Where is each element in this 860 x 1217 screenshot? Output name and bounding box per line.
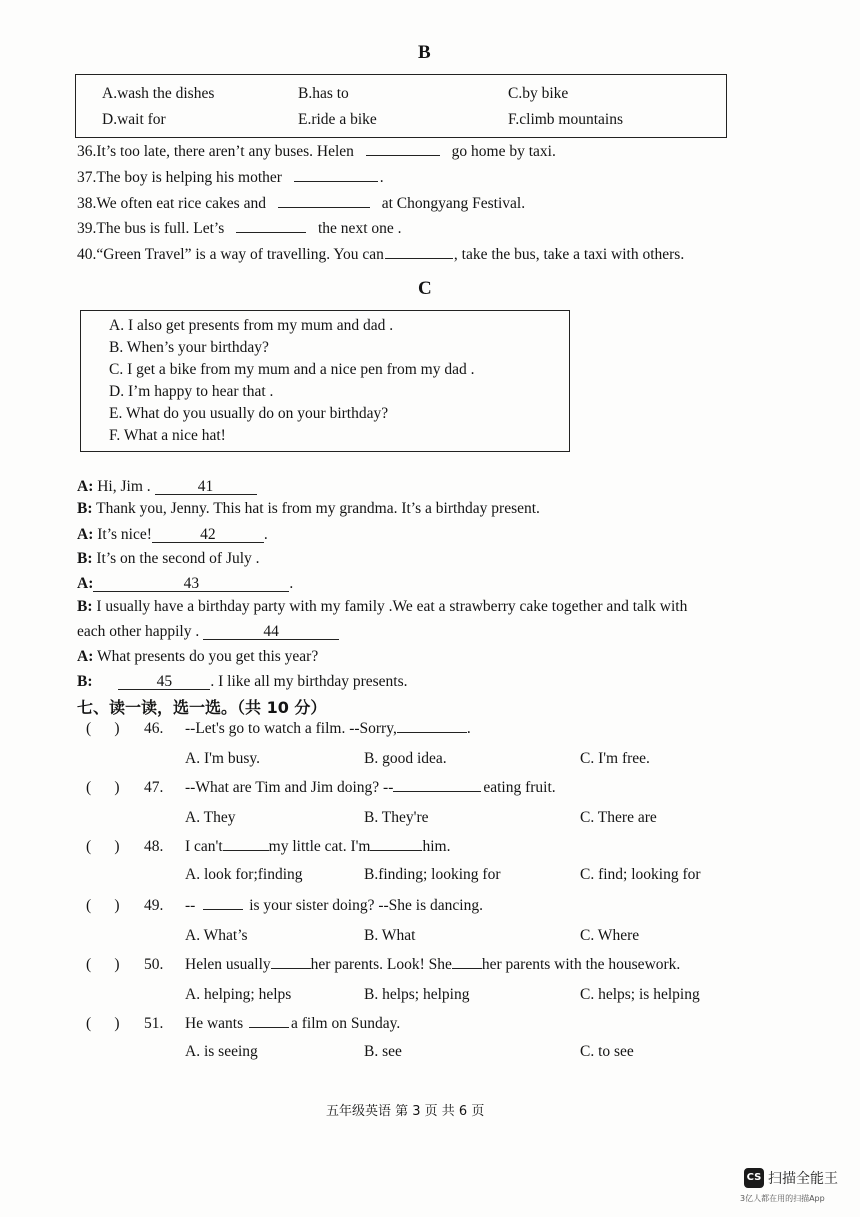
stem-blank <box>452 967 482 969</box>
answer-blank-40[interactable] <box>385 257 453 259</box>
option-c-b: B. When’s your birthday? <box>109 339 269 356</box>
choice-b[interactable]: B. They're <box>364 809 429 826</box>
dialogue-text: It’s on the second of July . <box>96 550 260 567</box>
option-c-f: F. What a nice hat! <box>109 427 226 444</box>
choice-b[interactable]: B. What <box>364 927 416 944</box>
dialogue-line-9 <box>77 673 408 691</box>
answer-paren-48[interactable]: ( ) <box>86 838 120 855</box>
dialogue-line-8 <box>77 648 318 666</box>
question-stem-text: --Let's go to watch a film. --Sorry, <box>185 720 397 737</box>
question-49-stem <box>185 897 483 915</box>
speaker-label: B: <box>77 550 93 567</box>
question-40-tail: , take the bus, take a taxi with others. <box>453 246 685 263</box>
question-40 <box>77 246 684 264</box>
option-c-a: A. I also get presents from my mum and dad . <box>109 317 394 334</box>
section-7-heading: 七、读一读，选一选。（共 10 分） <box>77 698 327 717</box>
choice-c[interactable]: C. Where <box>580 927 640 944</box>
question-stem-text: -- <box>185 897 196 914</box>
question-36 <box>77 143 556 161</box>
choice-a[interactable]: A. What’s <box>185 927 248 944</box>
answer-blank-39[interactable] <box>236 231 306 233</box>
question-number: 50. <box>144 956 164 973</box>
section-c-title: C <box>418 278 432 299</box>
stem-blank <box>393 790 481 792</box>
question-stem-mid: my little cat. I'm <box>268 838 371 855</box>
camscanner-tagline: 3亿人都在用的扫描App <box>740 1194 825 1203</box>
option-f: F.climb mountains <box>508 111 624 128</box>
section-c-options-box <box>80 310 570 452</box>
dialogue-line-4 <box>77 550 260 568</box>
question-37-tail: . <box>379 169 384 186</box>
question-39-text: 39.The bus is full. Let’s <box>77 220 225 237</box>
stem-blank <box>271 967 311 969</box>
choice-b[interactable]: B. good idea. <box>364 750 447 767</box>
question-51-stem <box>185 1015 400 1033</box>
choice-c[interactable]: C. helps; is helping <box>580 986 700 1003</box>
answer-blank-37[interactable] <box>294 180 378 182</box>
answer-blank-42[interactable]: 42 <box>152 527 264 543</box>
question-stem-tail: eating fruit. <box>483 779 556 796</box>
question-number: 49. <box>144 897 164 914</box>
question-stem-tail: her parents with the housework. <box>481 956 681 973</box>
choice-a[interactable]: A. is seeing <box>185 1043 258 1060</box>
question-stem-text: I can't <box>185 838 223 855</box>
question-stem-text: Helen usually <box>185 956 271 973</box>
speaker-label: A: <box>77 526 94 543</box>
question-37 <box>77 169 384 187</box>
question-number: 48. <box>144 838 164 855</box>
question-38 <box>77 195 525 213</box>
stem-blank <box>397 731 467 733</box>
question-47-stem <box>185 779 556 797</box>
question-stem-text: --What are Tim and Jim doing? -- <box>185 779 394 796</box>
question-stem-mid: her parents. Look! She <box>310 956 452 973</box>
question-50-stem <box>185 956 680 974</box>
choice-c[interactable]: C. I'm free. <box>580 750 650 767</box>
stem-blank <box>203 908 243 910</box>
stem-blank <box>223 849 269 851</box>
answer-paren-47[interactable]: ( ) <box>86 779 120 796</box>
dialogue-text: Hi, Jim . <box>97 478 151 495</box>
question-48-stem <box>185 838 450 856</box>
dialogue-line-5 <box>77 575 293 593</box>
question-46-stem <box>185 720 471 738</box>
answer-blank-41[interactable]: 41 <box>155 479 257 495</box>
option-c-d: D. I’m happy to hear that . <box>109 383 274 400</box>
question-stem-tail: a film on Sunday. <box>291 1015 401 1032</box>
answer-paren-46[interactable]: ( ) <box>86 720 120 737</box>
question-number: 46. <box>144 720 164 737</box>
dialogue-line-6 <box>77 598 687 616</box>
question-stem-tail: is your sister doing? --She is dancing. <box>249 897 483 914</box>
option-c: C.by bike <box>508 85 569 102</box>
camscanner-logo-icon: CS <box>744 1168 764 1188</box>
dialogue-line-1 <box>77 478 257 496</box>
choice-b[interactable]: B. helps; helping <box>364 986 470 1003</box>
speaker-label: B: <box>77 673 93 690</box>
page-footer: 五年级英语 第 3 页 共 6 页 <box>326 1104 485 1119</box>
question-40-text: 40.“Green Travel” is a way of travelling. You can <box>77 246 384 263</box>
stem-blank <box>249 1026 289 1028</box>
choice-a[interactable]: A. They <box>185 809 236 826</box>
camscanner-name: 扫描全能王 <box>768 1171 838 1187</box>
answer-blank-43[interactable]: 43 <box>93 576 289 592</box>
speaker-label: A: <box>77 575 94 592</box>
answer-blank-38[interactable] <box>278 206 370 208</box>
question-36-text: 36.It’s too late, there aren’t any buses. Helen <box>77 143 354 160</box>
question-stem-text: He wants <box>185 1015 244 1032</box>
section-b-title: B <box>418 42 431 63</box>
option-d: D.wait for <box>102 111 166 128</box>
choice-c[interactable]: C. to see <box>580 1043 634 1060</box>
speaker-label: B: <box>77 598 93 615</box>
question-38-text: 38.We often eat rice cakes and <box>77 195 266 212</box>
answer-blank-36[interactable] <box>366 154 440 156</box>
dialogue-line-3 <box>77 526 268 544</box>
answer-paren-50[interactable]: ( ) <box>86 956 120 973</box>
question-stem-tail: . <box>466 720 471 737</box>
question-38-tail: at Chongyang Festival. <box>381 195 526 212</box>
option-c-e: E. What do you usually do on your birthday? <box>109 405 389 422</box>
question-36-tail: go home by taxi. <box>451 143 556 160</box>
option-e: E.ride a bike <box>298 111 377 128</box>
choice-b[interactable]: B.finding; looking for <box>364 866 501 883</box>
dialogue-tail: . <box>263 526 268 543</box>
speaker-label: B: <box>77 500 93 517</box>
answer-blank-44[interactable]: 44 <box>203 624 339 640</box>
question-39 <box>77 220 402 238</box>
question-stem-tail: him. <box>422 838 451 855</box>
dialogue-tail: . <box>289 575 294 592</box>
stem-blank <box>370 849 422 851</box>
question-number: 51. <box>144 1015 164 1032</box>
section-b-options-box <box>75 74 727 138</box>
answer-paren-51[interactable]: ( ) <box>86 1015 120 1032</box>
choice-a[interactable]: A. I'm busy. <box>185 750 260 767</box>
question-37-text: 37.The boy is helping his mother <box>77 169 282 186</box>
answer-paren-49[interactable]: ( ) <box>86 897 120 914</box>
dialogue-text: It’s nice! <box>97 526 152 543</box>
question-number: 47. <box>144 779 164 796</box>
choice-c[interactable]: C. find; looking for <box>580 866 701 883</box>
option-b: B.has to <box>298 85 349 102</box>
option-c-c: C. I get a bike from my mum and a nice pen from my dad . <box>109 361 475 378</box>
dialogue-text: each other happily . <box>77 623 200 640</box>
speaker-label: A: <box>77 648 94 665</box>
dialogue-text: Thank you, Jenny. This hat is from my grandma. It’s a birthday present. <box>96 500 540 517</box>
dialogue-line-2 <box>77 500 540 518</box>
choice-a[interactable]: A. look for;finding <box>185 866 303 883</box>
dialogue-text: I usually have a birthday party with my family .We eat a strawberry cake together and talk with <box>96 598 688 615</box>
choice-b[interactable]: B. see <box>364 1043 402 1060</box>
dialogue-line-7 <box>77 623 339 641</box>
speaker-label: A: <box>77 478 94 495</box>
option-a: A.wash the dishes <box>102 85 215 102</box>
dialogue-text: What presents do you get this year? <box>96 648 319 665</box>
dialogue-tail: . I like all my birthday presents. <box>210 673 408 690</box>
choice-c[interactable]: C. There are <box>580 809 657 826</box>
answer-blank-45[interactable]: 45 <box>118 674 210 690</box>
choice-a[interactable]: A. helping; helps <box>185 986 292 1003</box>
question-39-tail: the next one . <box>318 220 402 237</box>
